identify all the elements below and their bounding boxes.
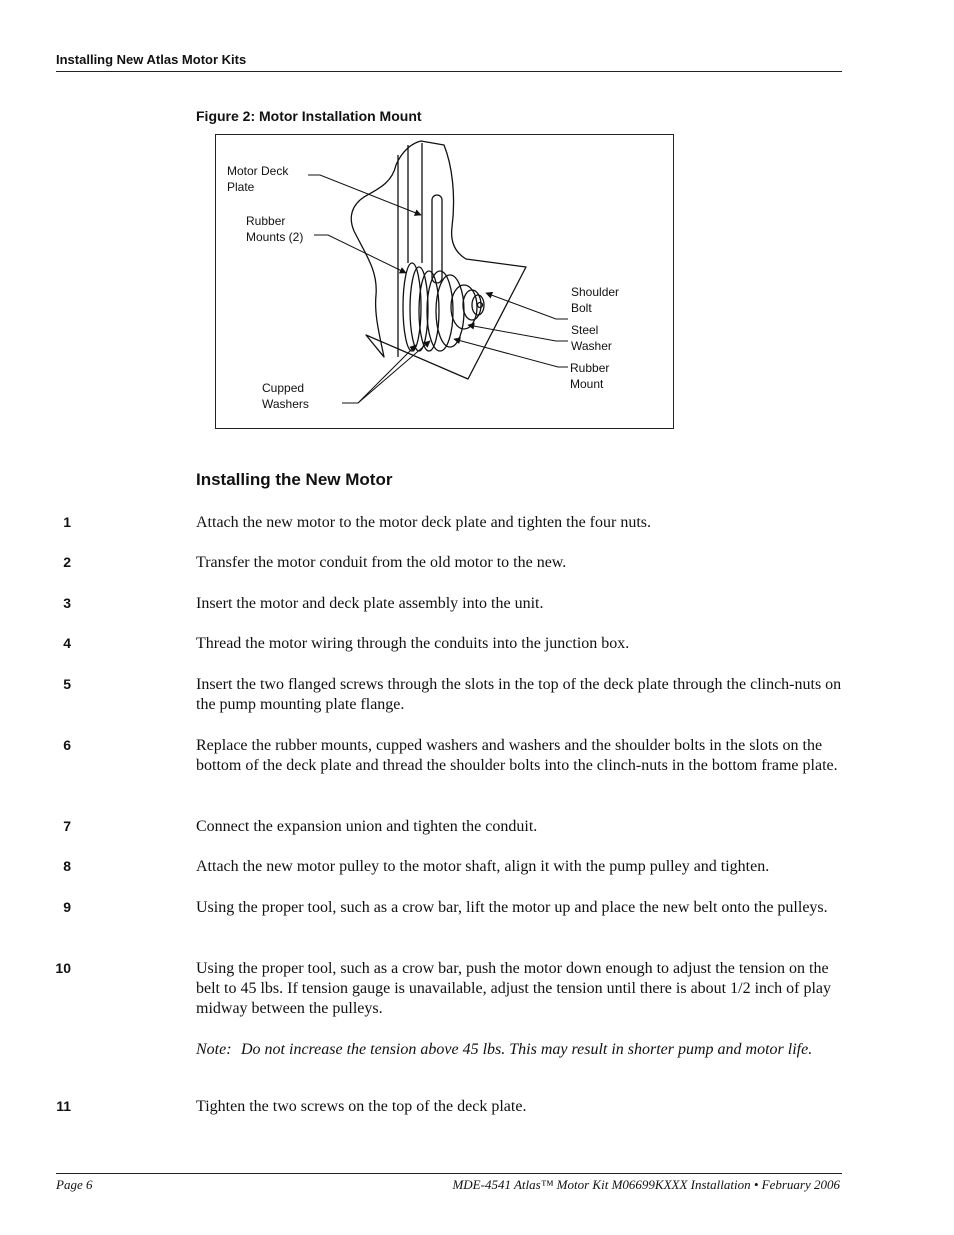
step-number: 2 bbox=[63, 554, 71, 570]
step-number: 4 bbox=[63, 635, 71, 651]
section-heading: Installing the New Motor bbox=[196, 470, 393, 489]
label-cupped-washers: Cupped Washers bbox=[262, 381, 309, 411]
leader-rubber-mounts bbox=[314, 235, 406, 273]
figure-caption: Figure 2: Motor Installation Mount bbox=[196, 108, 422, 124]
step-number: 7 bbox=[63, 818, 71, 834]
step-text: Using the proper tool, such as a crow bar, lift the motor up and place the new belt onto the pulleys. bbox=[196, 899, 828, 916]
label-rubber-mount: Rubber Mount bbox=[570, 361, 610, 391]
step-text: Thread the motor wiring through the conduits into the junction box. bbox=[196, 635, 630, 652]
leader-rubber-mount bbox=[454, 339, 568, 367]
step-text: Tighten the two screws on the top of the deck plate. bbox=[196, 1098, 527, 1115]
plate-slot bbox=[432, 195, 442, 283]
step-text: Insert the two flanged screws through the slots in the top of the deck plate through the clinch-nuts on the pump mounting plate flange. bbox=[196, 676, 842, 713]
leader-motor-deck-plate bbox=[308, 175, 421, 215]
running-header: Installing New Atlas Motor Kits bbox=[56, 52, 247, 67]
step-number: 3 bbox=[63, 595, 71, 611]
label-steel-washer: Steel Washer bbox=[571, 323, 612, 353]
header-rule bbox=[56, 71, 842, 72]
page-number: Page 6 bbox=[56, 1177, 93, 1192]
note-text: Do not increase the tension above 45 lbs. This may result in shorter pump and motor life. bbox=[241, 1041, 813, 1058]
label-motor-deck-plate: Motor Deck Plate bbox=[227, 164, 289, 194]
label-shoulder-bolt: Shoulder Bolt bbox=[571, 285, 620, 315]
step-text: Attach the new motor to the motor deck plate and tighten the four nuts. bbox=[196, 514, 651, 531]
cupped-washer-2 bbox=[427, 271, 453, 351]
leader-steel-washer bbox=[468, 325, 568, 341]
label-rubber-mounts: Rubber Mounts (2) bbox=[246, 214, 304, 244]
step-number: 9 bbox=[63, 899, 71, 915]
figure-box bbox=[215, 134, 674, 429]
step-text: Replace the rubber mounts, cupped washers and washers and the shoulder bolts in the slots on the bottom of the deck plate and thread the shoulder bolts into the clinch-nuts in the bottom frame plate. bbox=[196, 737, 838, 774]
step-number: 8 bbox=[63, 858, 71, 874]
step-text: Attach the new motor pulley to the motor shaft, align it with the pump pulley and tighten. bbox=[196, 858, 770, 875]
step-number: 1 bbox=[63, 514, 71, 530]
step-text: Connect the expansion union and tighten the conduit. bbox=[196, 818, 538, 835]
step-text: Insert the motor and deck plate assembly into the unit. bbox=[196, 595, 544, 612]
step-text: Transfer the motor conduit from the old motor to the new. bbox=[196, 554, 567, 571]
note bbox=[196, 1040, 842, 1059]
step-number: 6 bbox=[63, 737, 71, 753]
shoulder-bolt-center bbox=[478, 303, 483, 308]
note-label: Note: bbox=[196, 1041, 232, 1058]
document-id: MDE-4541 Atlas™ Motor Kit M06699KXXX Installation • February 2006 bbox=[452, 1177, 840, 1192]
footer-rule bbox=[56, 1173, 842, 1174]
step-number: 11 bbox=[56, 1098, 71, 1114]
step-number: 5 bbox=[63, 676, 71, 692]
leader-cupped-washers-b bbox=[342, 345, 416, 403]
leader-shoulder-bolt bbox=[486, 293, 568, 319]
deck-plate-outline bbox=[351, 141, 526, 379]
step-number: 10 bbox=[55, 960, 71, 976]
step-text: Using the proper tool, such as a crow bar, push the motor down enough to adjust the tension on the belt to 45 lbs. If tension gauge is unavailable, adjust the tension until there is about 1/2 inch of play midway between the pulleys. bbox=[196, 960, 831, 1017]
